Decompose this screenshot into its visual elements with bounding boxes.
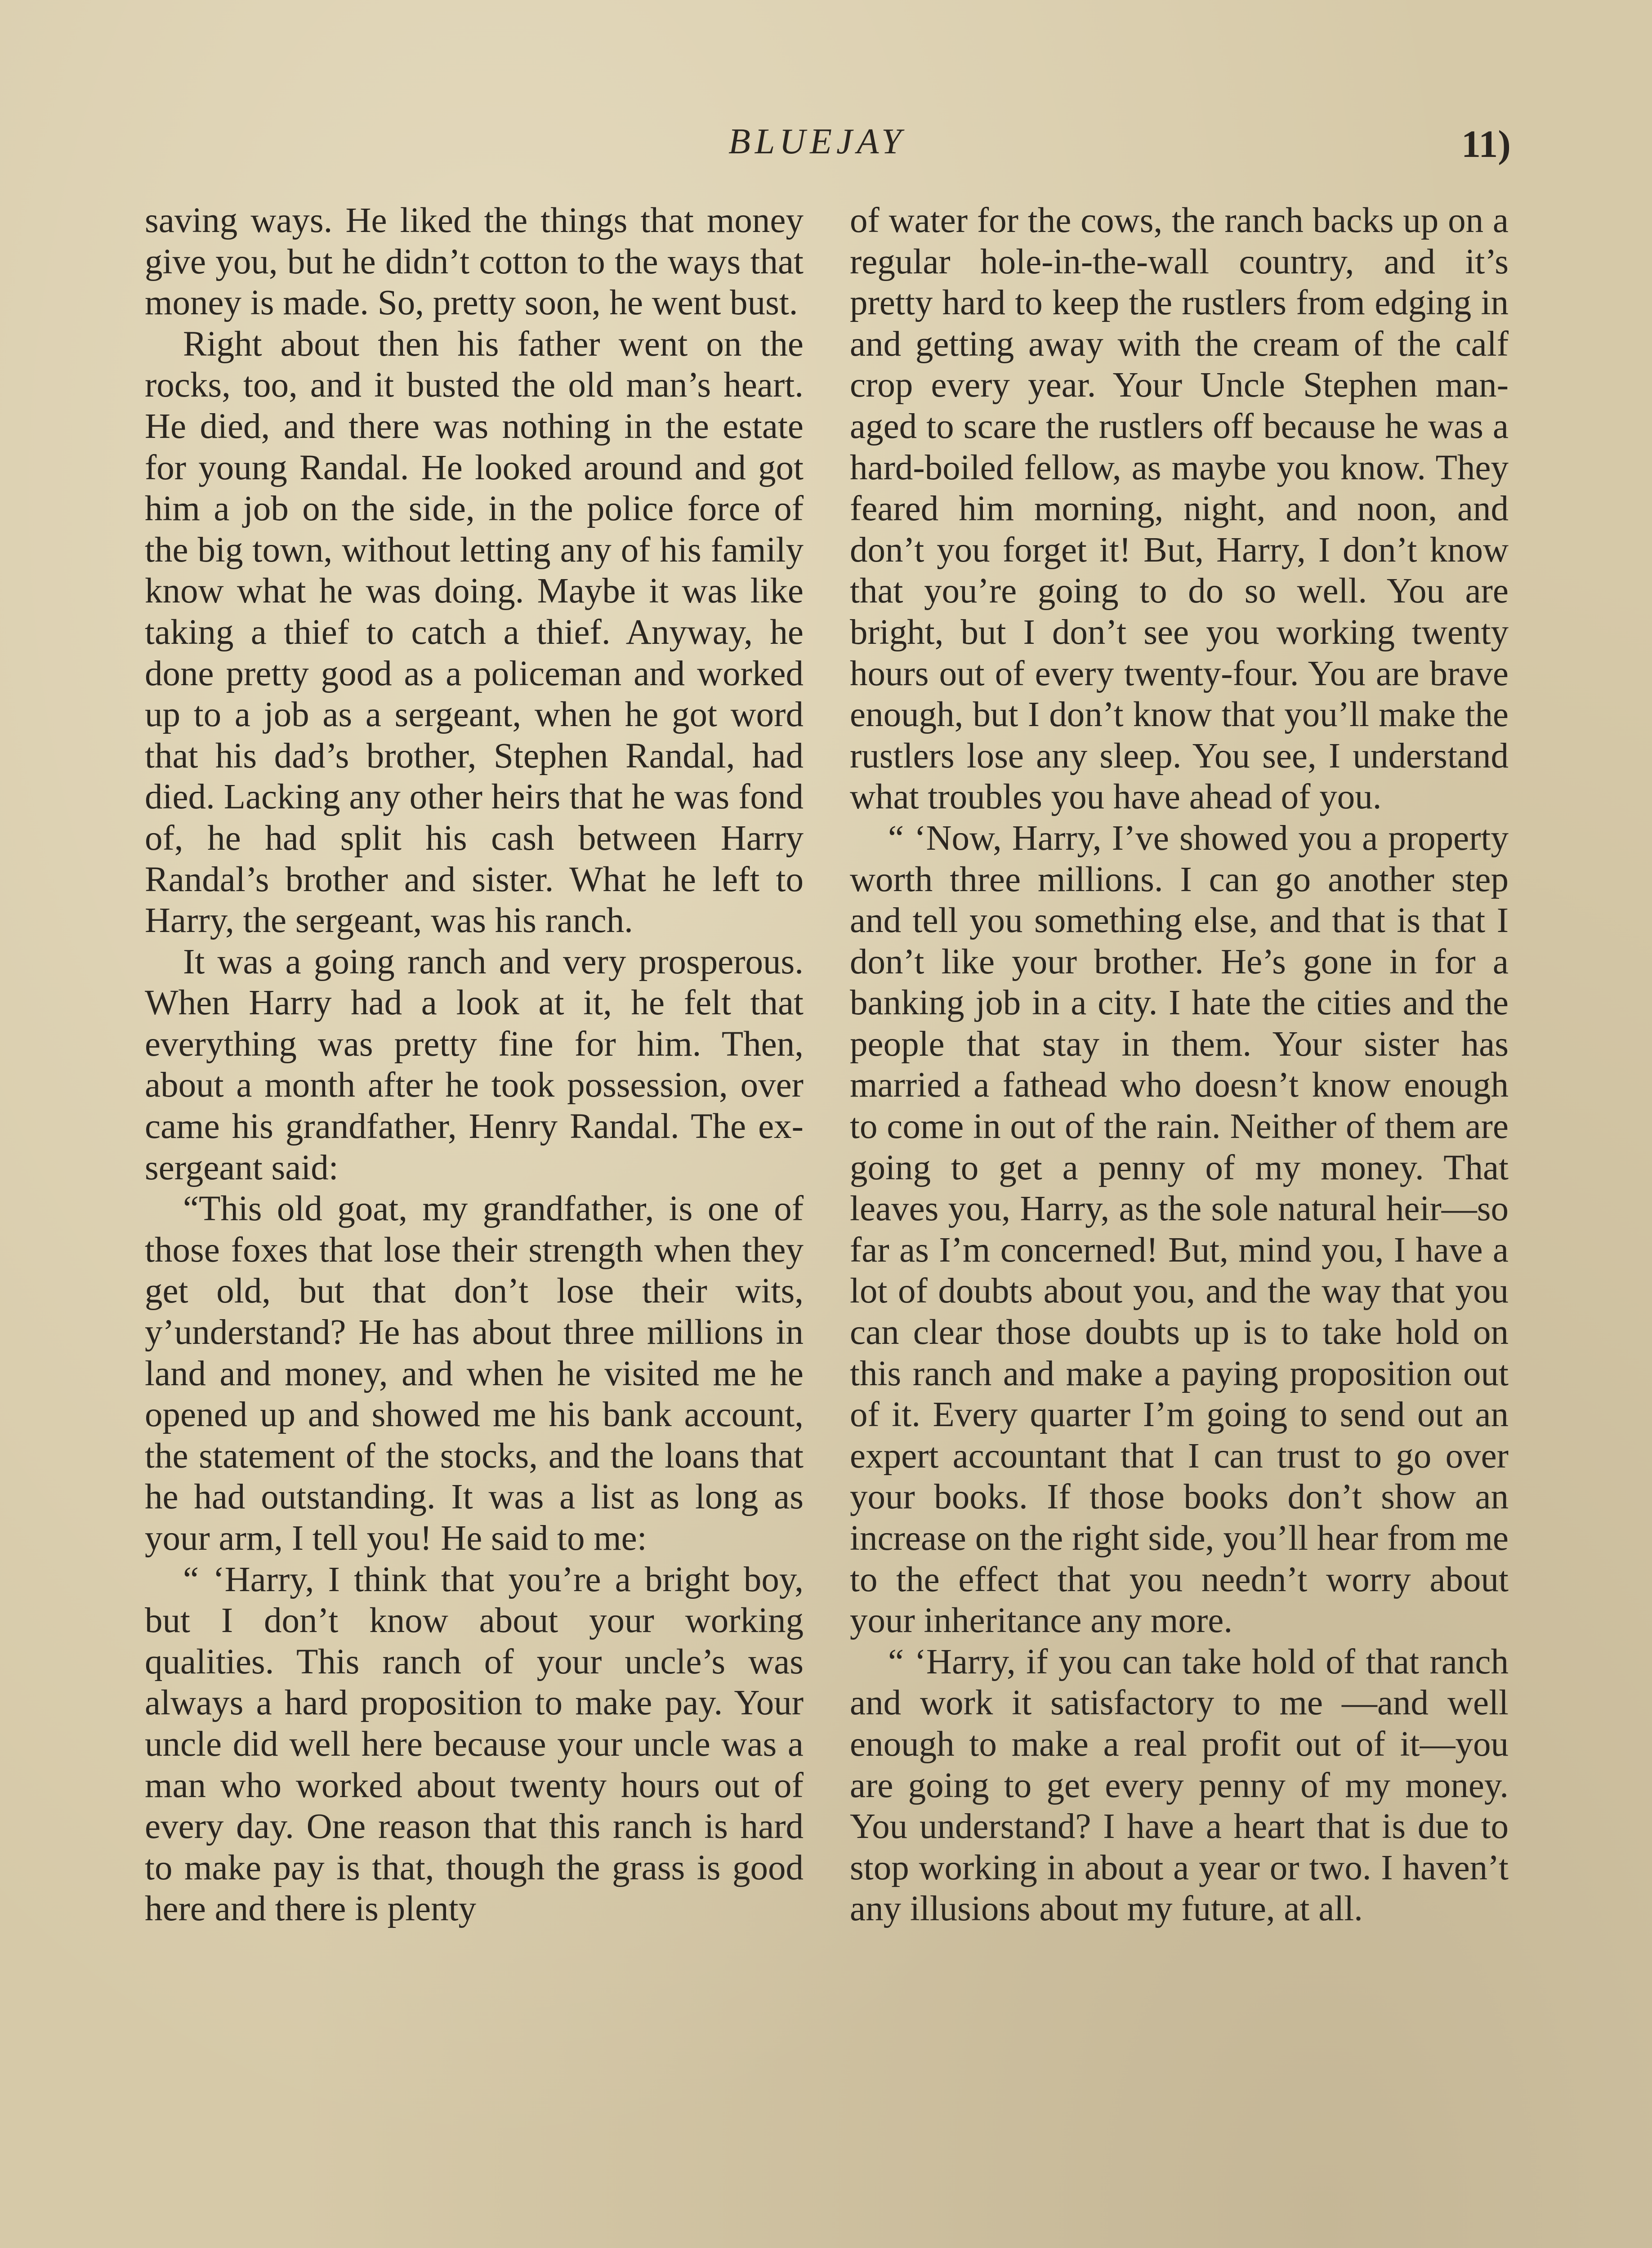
- paragraph: “ ‘Harry, if you can take hold of that ranch and work it satisfactory to me —and well enough to make a real profit out of it—you are going to get every penny of my money. You understand? I have a heart that is due to stop working in about a year or two. I haven’t any illusions about my future, at all.: [850, 1642, 1509, 1929]
- left-column: [145, 200, 804, 1930]
- running-title: BLUEJAY: [728, 122, 906, 161]
- paragraph: “ ‘Now, Harry, I’ve showed you a property worth three millions. I can go another step and tell you something else, and that is that I don’t like your brother. He’s gone in for a banking job in a city. I hate the cities and the people that stay in them. Your sister has married a fathead who doesn’t know enough to come in out of the rain. Neither of them are going to get a penny of my money. That leaves you, Harry, as the sole natural heir—so far as I’m concerned! But, mind you, I have a lot of doubts about you, and the way that you can clear those doubts up is to take hold on this ranch and make a paying proposition out of it. Every quarter I’m going to send out an expert accountant that I can trust to go over your books. If those books don’t show an increase on the right side, you’ll hear from me to the effect that you needn’t worry about your inheritance any more.: [850, 818, 1509, 1641]
- paragraph: “This old goat, my grandfather, is one of those foxes that lose their strength when they get old, but that don’t lose their wits, y’understand? He has about three millions in land and money, and when he visited me he opened up and showed me his bank account, the statement of the stocks, and the loans that he had outstanding. It was a list as long as your arm, I tell you! He said to me:: [145, 1189, 804, 1558]
- right-column: [850, 200, 1509, 1930]
- paragraph: Right about then his father went on the rocks, too, and it busted the old man’s heart. He died, and there was nothing in the estate for young Randal. He looked around and got him a job on the side, in the police force of the big town, without letting any of his family know what he was doing. Maybe it was like taking a thief to catch a thief. Anyway, he done pretty good as a policeman and worked up to a job as a sergeant, when he got word that his dad’s brother, Stephen Randal, had died. Lacking any other heirs that he was fond of, he had split his cash between Harry Randal’s brother and sister. What he left to Harry, the sergeant, was his ranch.: [145, 324, 804, 941]
- paragraph: saving ways. He liked the things that money give you, but he didn’t cotton to the ways that money is made. So, pretty soon, he went bust.: [145, 201, 804, 323]
- paragraph: It was a going ranch and very prosperous. When Harry had a look at it, he felt that everything was pretty fine for him. Then, about a month after he took possession, over came his grandfather, Henry Randal. The ex-sergeant said:: [145, 942, 804, 1187]
- paragraph: of water for the cows, the ranch backs up on a regular hole-in-the-wall country, and it’s pretty hard to keep the rustlers from edging in and getting away with the cream of the calf crop every year. Your Uncle Stephen managed to scare the rustlers off because he was a hard-boiled fellow, as maybe you know. They feared him morning, night, and noon, and don’t you forget it! But, Harry, I don’t know that you’re going to do so well. You are bright, but I don’t see you working twenty hours out of every twenty-four. You are brave enough, but I don’t know that you’ll make the rustlers lose any sleep. You see, I understand what troubles you have ahead of you.: [850, 201, 1509, 817]
- paragraph: “ ‘Harry, I think that you’re a bright boy, but I don’t know about your working qualities. This ranch of your uncle’s was always a hard proposition to make pay. Your uncle did well here because your uncle was a man who worked about twenty hours out of every day. One reason that this ranch is hard to make pay is that, though the grass is good here and there is plenty: [145, 1560, 804, 1929]
- page-header: [0, 121, 1652, 171]
- page-number: 11): [1461, 122, 1511, 165]
